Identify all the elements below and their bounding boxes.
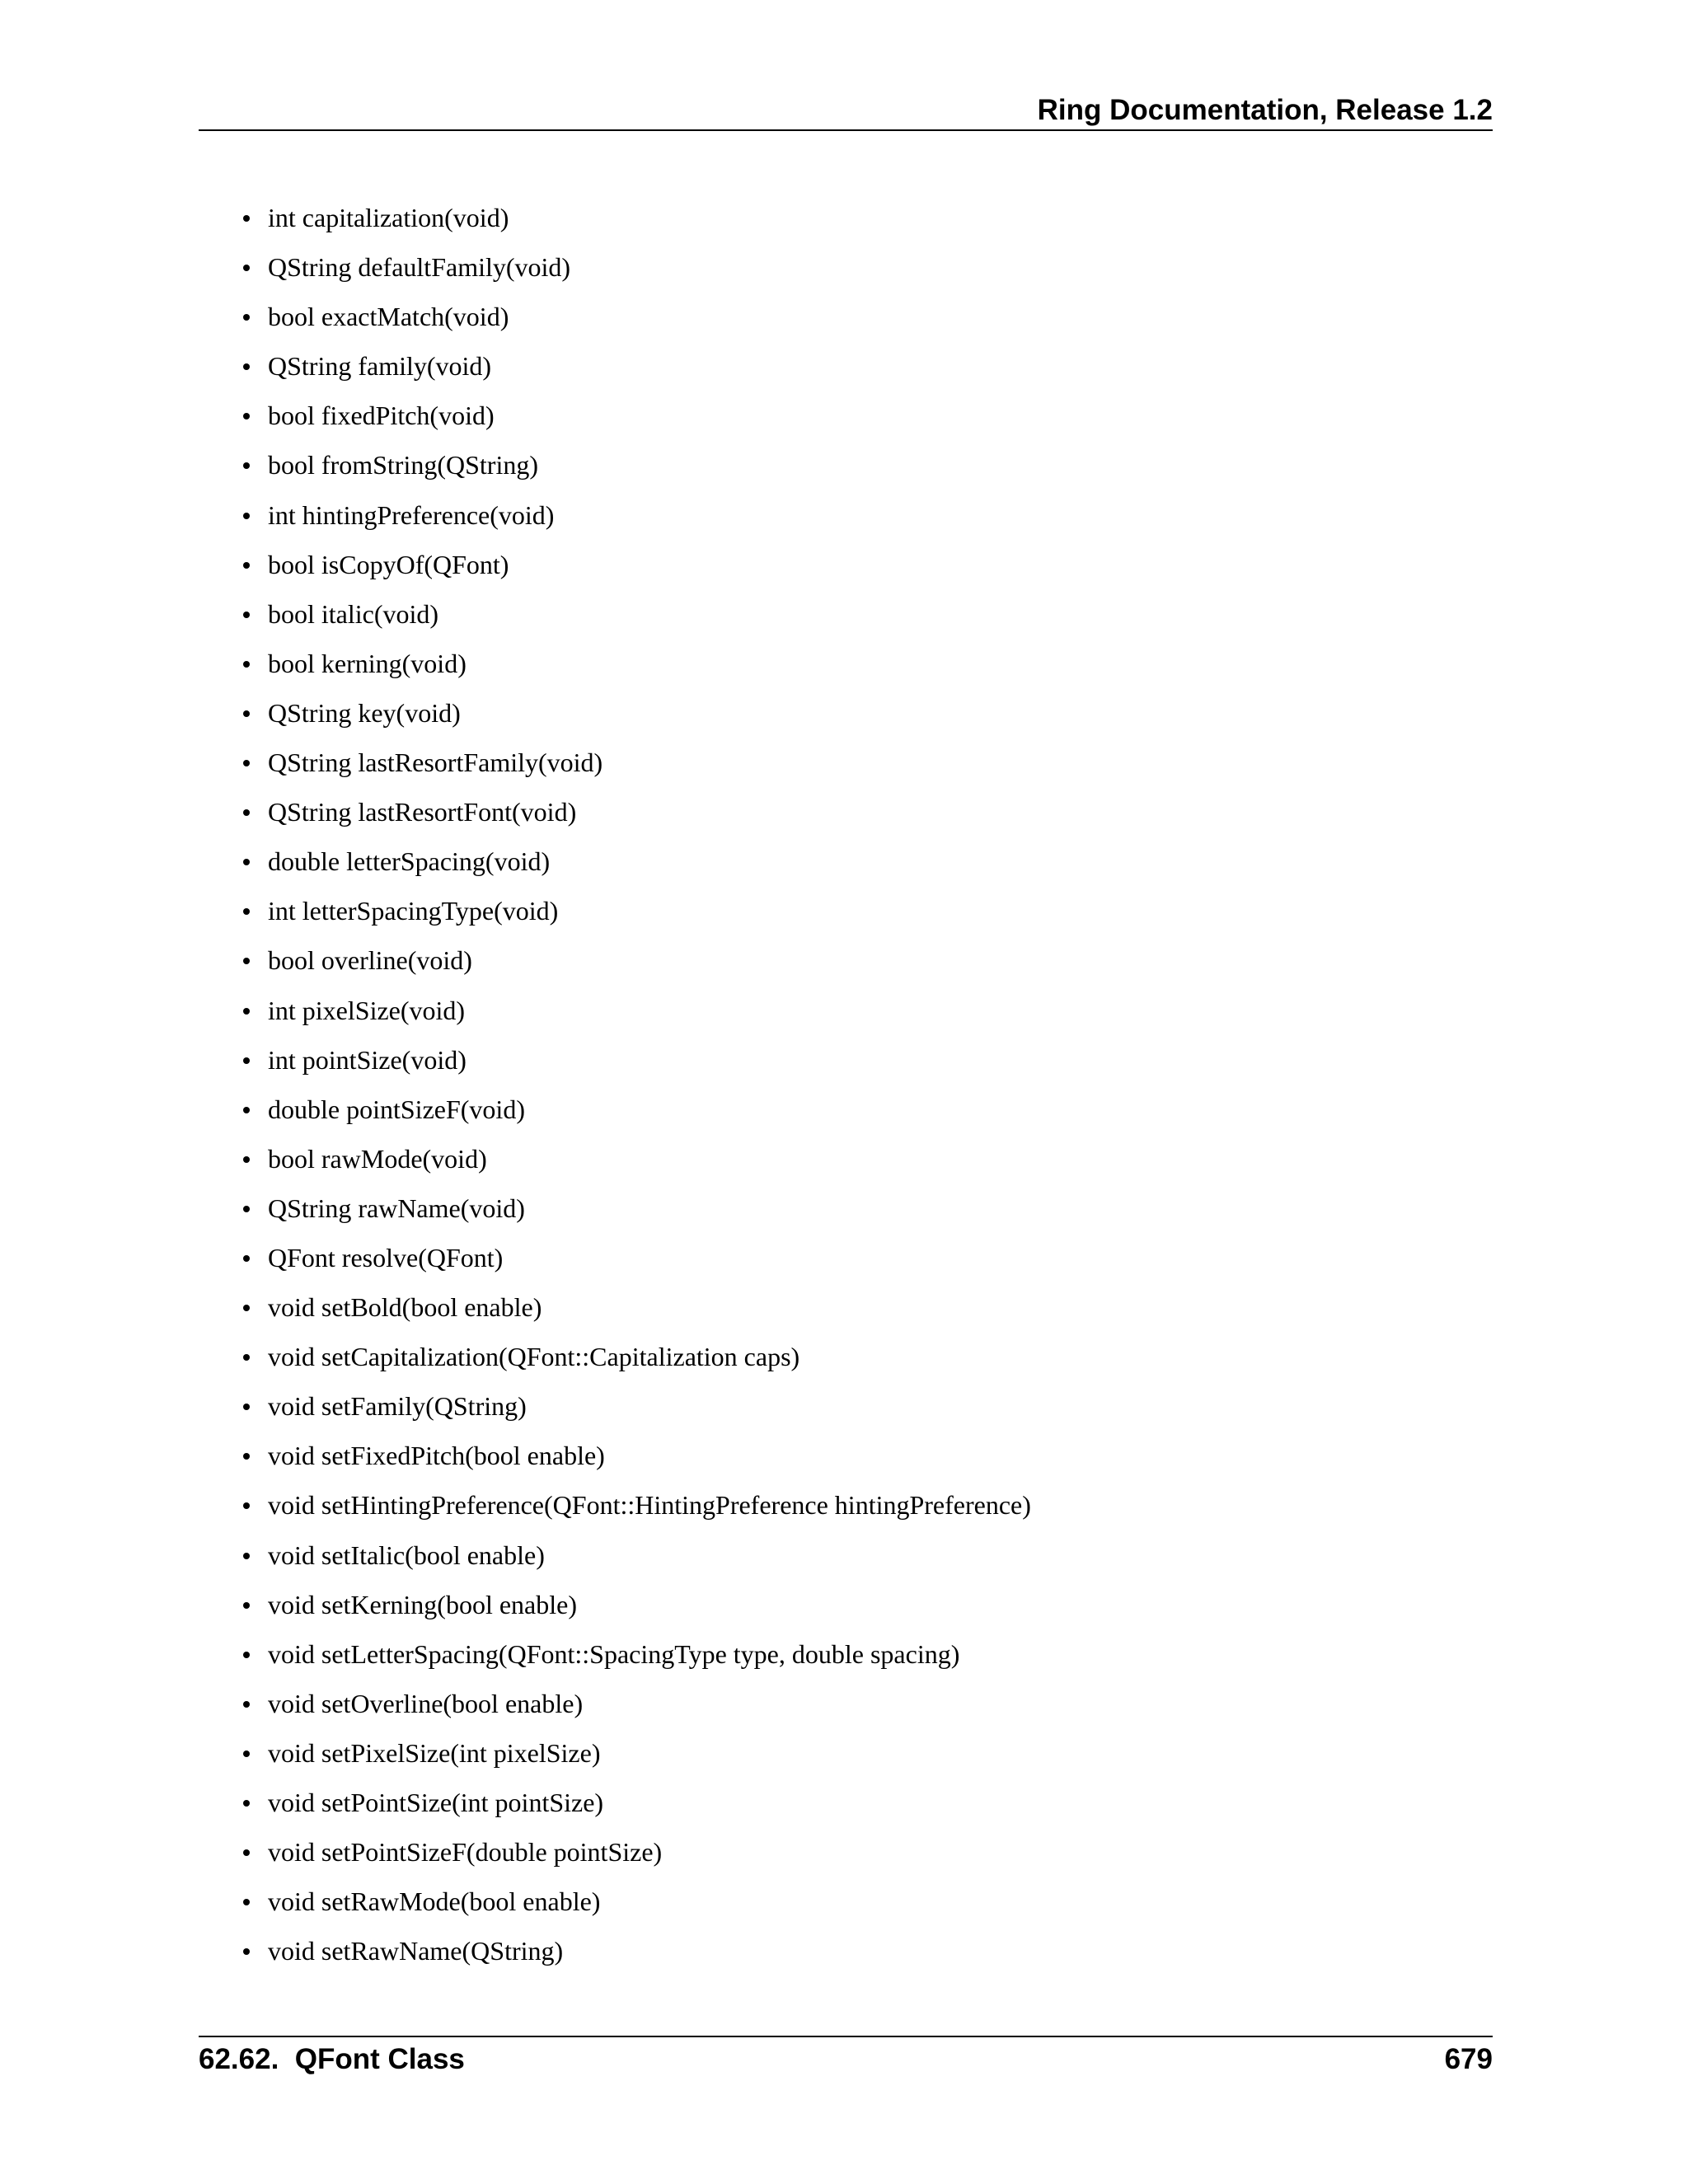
bullet-icon (243, 1652, 250, 1658)
list-item (243, 495, 1479, 545)
list-item (243, 891, 1479, 940)
list-item (243, 1684, 1479, 1733)
method-signature: bool isCopyOf(QFont) (268, 549, 509, 579)
document-title: Ring Documentation, Release 1.2 (1037, 94, 1493, 126)
list-item (243, 545, 1479, 594)
bullet-icon (243, 1948, 250, 1955)
list-item (243, 1287, 1479, 1337)
method-signature: void setPointSizeF(double pointSize) (268, 1837, 663, 1868)
bullet-icon (243, 1899, 250, 1905)
list-item (243, 346, 1479, 396)
list-item (243, 1485, 1479, 1535)
bullet-icon (243, 1206, 250, 1212)
method-signature: void setKerning(bool enable) (268, 1589, 577, 1619)
method-signature: bool exactMatch(void) (268, 302, 509, 332)
method-signature: bool fixedPitch(void) (268, 401, 495, 431)
list-item (243, 1585, 1479, 1634)
bullet-icon (243, 612, 250, 618)
list-item (243, 644, 1479, 693)
list-item (243, 743, 1479, 792)
list-item (243, 792, 1479, 841)
bullet-icon (243, 1800, 250, 1807)
list-item (243, 1040, 1479, 1090)
method-signature: void setCapitalization(QFont::Capitalization caps) (268, 1342, 800, 1372)
list-item (243, 841, 1479, 891)
method-signature: QString key(void) (268, 697, 461, 728)
footer-divider (199, 2036, 1493, 2037)
list-item (243, 1832, 1479, 1882)
bullet-icon (243, 513, 250, 519)
list-item (243, 1783, 1479, 1832)
bullet-icon (243, 1602, 250, 1609)
bullet-icon (243, 1057, 250, 1064)
method-signature: int capitalization(void) (268, 203, 509, 232)
method-signature: int hintingPreference(void) (268, 499, 555, 530)
bullet-icon (243, 1553, 250, 1559)
list-item (243, 1139, 1479, 1188)
bullet-icon (243, 661, 250, 668)
bullet-icon (243, 314, 250, 321)
method-signature: int pointSize(void) (268, 1044, 467, 1075)
method-signature: void setPixelSize(int pixelSize) (268, 1737, 601, 1768)
bullet-icon (243, 1008, 250, 1015)
bullet-icon (243, 1354, 250, 1361)
list-item (243, 1337, 1479, 1386)
method-signature: void setLetterSpacing(QFont::SpacingType type, double spacing) (268, 1638, 960, 1669)
bullet-icon (243, 1502, 250, 1509)
bullet-icon (243, 462, 250, 469)
list-item (243, 1238, 1479, 1287)
method-signature: int pixelSize(void) (268, 995, 466, 1025)
page-header (199, 89, 1493, 130)
method-signature: void setRawMode(bool enable) (268, 1886, 601, 1917)
method-signature: QString rawName(void) (268, 1193, 525, 1223)
bullet-icon (243, 1849, 250, 1856)
method-signature: void setFixedPitch(bool enable) (268, 1441, 605, 1471)
list-item (243, 445, 1479, 494)
list-item (243, 594, 1479, 644)
method-signature: void setRawName(QString) (268, 1936, 564, 1966)
method-list (243, 198, 1479, 1980)
method-signature: QString family(void) (268, 351, 492, 382)
list-item (243, 1931, 1479, 1980)
method-signature: QString lastResortFont(void) (268, 797, 577, 827)
list-item (243, 940, 1479, 990)
list-item (243, 1733, 1479, 1783)
page-content (243, 198, 1479, 1980)
method-signature: void setHintingPreference(QFont::HintingPreference hintingPreference) (268, 1490, 1031, 1521)
bullet-icon (243, 363, 250, 370)
method-signature: double letterSpacing(void) (268, 846, 551, 877)
bullet-icon (243, 265, 250, 271)
bullet-icon (243, 760, 250, 766)
list-item (243, 247, 1479, 297)
bullet-icon (243, 1107, 250, 1113)
bullet-icon (243, 859, 250, 865)
list-item (243, 991, 1479, 1040)
method-signature: bool italic(void) (268, 598, 439, 629)
bullet-icon (243, 1255, 250, 1262)
bullet-icon (243, 562, 250, 569)
bullet-icon (243, 1453, 250, 1460)
section-title: 62.62. QFont Class (199, 2043, 465, 2075)
method-signature: void setBold(bool enable) (268, 1292, 542, 1323)
list-item (243, 1882, 1479, 1931)
list-item (243, 1188, 1479, 1238)
method-signature: void setOverline(bool enable) (268, 1688, 584, 1718)
method-signature: QString defaultFamily(void) (268, 252, 571, 283)
list-item (243, 1386, 1479, 1436)
method-signature: void setItalic(bool enable) (268, 1540, 545, 1570)
list-item (243, 1535, 1479, 1585)
list-item (243, 297, 1479, 346)
bullet-icon (243, 413, 250, 419)
bullet-icon (243, 215, 250, 222)
list-item (243, 1436, 1479, 1485)
list-item (243, 198, 1479, 247)
method-signature: void setPointSize(int pointSize) (268, 1788, 604, 1817)
list-item (243, 1090, 1479, 1139)
bullet-icon (243, 958, 250, 964)
bullet-icon (243, 1156, 250, 1163)
bullet-icon (243, 1701, 250, 1708)
method-signature: QFont resolve(QFont) (268, 1242, 504, 1272)
bullet-icon (243, 908, 250, 915)
list-item (243, 693, 1479, 743)
list-item (243, 396, 1479, 445)
method-signature: bool kerning(void) (268, 648, 467, 678)
bullet-icon (243, 710, 250, 717)
list-item (243, 1634, 1479, 1684)
page-number: 679 (1444, 2043, 1493, 2075)
bullet-icon (243, 809, 250, 816)
header-divider (199, 129, 1493, 131)
bullet-icon (243, 1404, 250, 1410)
method-signature: bool rawMode(void) (268, 1143, 487, 1174)
method-signature: bool overline(void) (268, 945, 472, 976)
bullet-icon (243, 1750, 250, 1757)
method-signature: void setFamily(QString) (268, 1391, 527, 1422)
method-signature: QString lastResortFamily(void) (268, 748, 603, 778)
method-signature: bool fromString(QString) (268, 450, 538, 480)
method-signature: int letterSpacingType(void) (268, 896, 559, 926)
method-signature: double pointSizeF(void) (268, 1094, 525, 1124)
bullet-icon (243, 1305, 250, 1311)
page-footer (199, 2041, 1493, 2083)
